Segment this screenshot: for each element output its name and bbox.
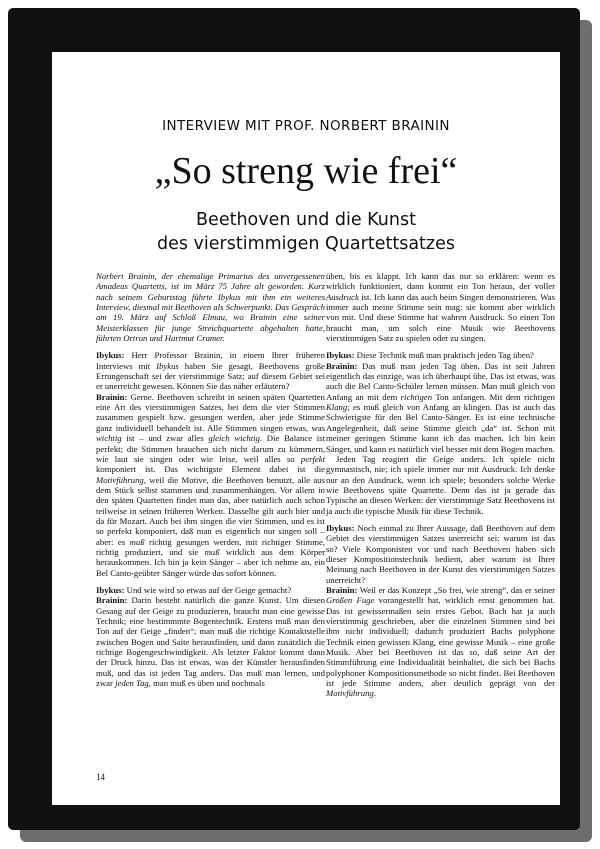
page-frame [8,8,580,830]
answer-paragraph: Brainin: Darin besteht natürlich die ganze Kunst. Um diesen Gesang auf der Geige zu produzieren, braucht man eine gewisse Technik; eine bestimmmte Bogentechnik. Erstens muß man den Ton auf der Geige „finden“; man muß die richtige Kontaktstelle zwischen Bogen und Saite herausfinden, und dann zusätzlich die richtige Bogengeschwindigkeit. Als letzter Faktor kommt dann der Druck hinzu. Das ist etwas, was der Künstler herausfinden muß, und das ist jeden Tag anders. Das muß man lernen, und zwar jeden Tag, man muß es üben und nochmals [96,595,325,689]
page-number: 14 [96,772,105,782]
article-kicker: INTERVIEW MIT PROF. NORBERT BRAININ [162,118,450,134]
speaker-label: Brainin: [326,360,358,371]
answer-paragraph: Jeden Tag reagiert die Geige anders. Ich spiele nicht gymnastisch, nie; ich spiele immer nur mit Ausdruck. Ich denke nur an den Ausdruck, wenn ich spiele; besonders solche Werke wie Beethovens späte Quartette. Denn das ist ja gerade das Typische an diesen Werken: der vierstimmige Satz Beethovens ist ja auch die typische Musik für diese Technik. [326,453,555,516]
question-paragraph: Ibykus: Herr Professor Brainin, in einem Ihrer früheren Interviews mit Ibykus haben Sie gesagt, Beethovens große Errungenschaft sei der vierstimmige Satz; auf diesem Gebiet sei er unerreicht gewesen. Können Sie das näher erläutern? [96,350,325,392]
answer-paragraph: Brainin: Das muß man jeden Tag üben. Das ist seit Jahren eigentlich das einzige, was ich überhaupt übe. Das ist etwas, was auch die Bel Canto-Schüler lernen müssen. Man muß gleich von Anfang an mit dem richtigen Ton anfangen. Mit dem richtigen Klang; es muß gleich von Anfang an klingen. Das ist auch das Schwierigste für den Bel Canto-Sänger. Es ist eine technische Angelegenheit, daß seine Stimme gleich „da“ ist. Schon mit meiner geringen Stimme kann ich das machen. Ich bin kein Sänger, und kann es natürlich viel besser mit dem Bogen machen. [326,360,556,454]
speaker-label: Brainin: [96,595,128,606]
question-paragraph: Ibykus: Noch einmal zu Ihrer Aussage, daß Beethoven auf dem Gebiet des vierstimmigen Satzes unerreicht sei: warum ist das so? Viele Komponisten vor und nach Beethoven haben sich dieser Kompositionstechnik bedient, aber warum ist Ihrer Meinung nach Beethoven in der Kunst des vierstimmigen Satzes unerreicht? [326,522,555,585]
question-paragraph: Ibykus: Diese Technik muß man praktisch jeden Tag üben? [326,350,534,361]
speaker-label: Brainin: [96,391,128,402]
speaker-label: Ibykus: [96,350,125,361]
speaker-label: Ibykus: [326,522,355,533]
left-column [96,271,325,695]
subtitle-line-2: des vierstimmigen Quartettsatzes [157,234,455,254]
answer-paragraph: Brainin: Weil er das Konzept „So frei, wie streng“, das er seiner Großen Fuge vorangestellt hat, wirklich ernst genommen hat. Das ist gewissermaßen sein erstes Gebot. Bach hat ja auch vierstimmig geschrieben, aber die einzelnen Stimmen sind bei ihm nicht individuell; dadurch produziert Bachs polyphone Technik einen gewissen Klang, eine gewisse Musik – eine große Musik. Aber bei Beethoven ist das so, daß seine Art der Stimmführung eine Individualität beinhaltet, die sich bei Bachs polyphoner Kompositionsmethode so nicht findet. Bei Beethoven ist jede Stimme anders, aber deutlich geprägt von der Motivführung. [326,584,555,699]
right-column [326,271,555,706]
article-subtitle [52,208,560,256]
answer-paragraph: Brainin: Gerne. Beethoven schreibt in seinen späten Quartetten eine Art des vierstimmigen Satzes, bei dem die vier Stimmen zusammen gespielt bzw. gesungen werden, aber jede Stimme ganz individuell behandelt ist. Alle Stimmen singen etwas, was wichtig ist – und zwar alles gleich wichtig. Die Balance ist perfekt; die Stimmen brauchen sich nicht darum zu kümmern, wie laut sie singen oder wie leise, weil alles so perfekt komponiert ist. Das wichtigste Element dabei ist die Motivführung, weil die Motive, die Beethoven benutzt, alle aus dem Stück selbst stammen und zusammenhängen. Vor allem in den späten Quartetten findet man das, aber natürlich auch schon teilweise in seinen früheren Werken. Dasselbe gilt auch hier und da für Mozart. Auch bei ihm singen die vier Stimmen, und es ist so perfekt komponiert, daß man es eigentlich nur singen soll – aber: es muß richtig gesungen werden, mit richtiger Stimme, richtig produziert, und sie muß wirklich aus dem Körper herauskommen. Ich bin ja kein Sänger – aber ich nehme an, ein Bel Canto-geübter Sänger würde das sofort können. [96,391,326,578]
article-title: „So streng wie frei“ [154,150,458,192]
speaker-label: Ibykus: [96,584,125,595]
magazine-page [52,52,560,805]
speaker-label: Ibykus: [326,350,355,361]
subtitle-line-1: Beethoven und die Kunst [196,210,416,230]
answer-continuation: üben, bis es klappt. Ich kann das nur so erklären: wenn es wirklich funktioniert, dann kommt ein Ton heraus, der voller Ausdruck ist. Ich kann das auch beim Singen demonstrieren. Was immer auch meine Stimme sein mag: sie kommt aber wirklich von mir. Und diese Stimme hat wahren Ausdruck. So einen Ton braucht man, um solch eine Musik wie Beethovens vierstimmigen Satz zu spielen oder zu singen. [326,271,555,344]
question-paragraph: Ibykus: Und wie wird so etwas auf der Geige gemacht? [96,584,292,595]
speaker-label: Brainin: [326,584,358,595]
intro-paragraph: Norbert Brainin, der ehemalige Primarius des unvergessenen Amadeus Quartetts, ist im März 75 Jahre alt geworden. Kurz nach seinem Geburtstag führte Ibykus mit ihm ein weiteres Interview, diesmal mit Beethoven als Schwerpunkt. Das Gespräch am 19. März auf Schloß Elmau, wo Brainin eine seiner Meisterklassen für junge Streichquartette abgehalten hatte, führten Ortrun und Hartmut Cramer. [96,271,325,344]
